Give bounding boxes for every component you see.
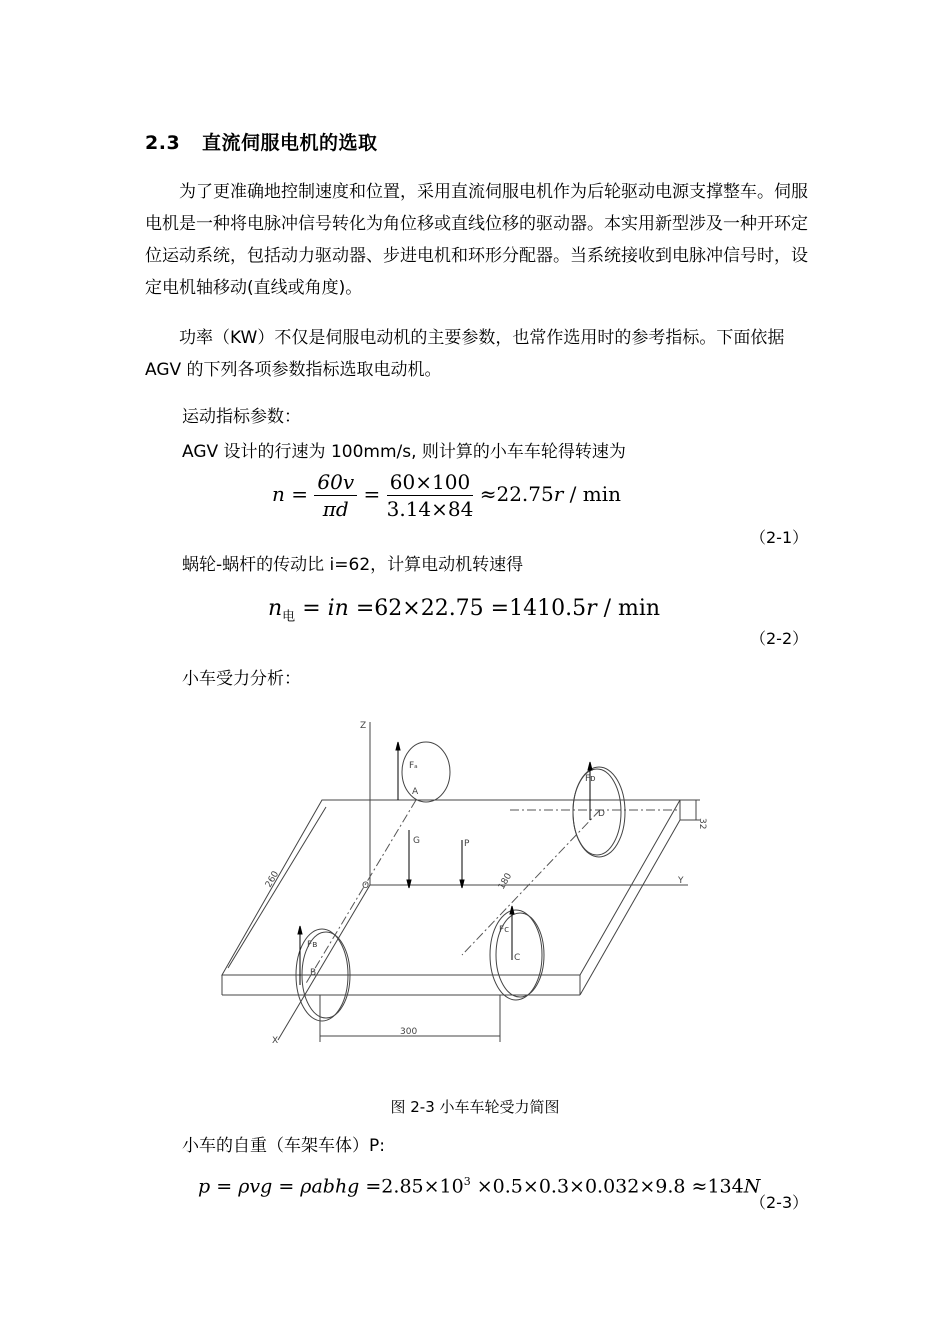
axle-line-ab xyxy=(305,800,416,985)
force-arrow-fd-head xyxy=(588,762,592,770)
eq3-rhs-b: ×0.5×0.3×0.032×9.8 ≈134 xyxy=(470,1175,744,1198)
agv-speed-text: AGV 设计的行速为 100mm/s, 则计算的小车车轮得转速为 xyxy=(182,442,626,462)
section-title: 直流伺服电机的选取 xyxy=(202,132,378,154)
label-d: D xyxy=(598,809,605,819)
worm-gear-text: 蜗轮-蜗杆的传动比 i=62，计算电动机转速得 xyxy=(182,555,524,575)
label-origin: O xyxy=(362,881,370,891)
eq3-superscript: 3 xyxy=(463,1175,471,1188)
wheel-d-inner xyxy=(573,769,621,855)
eq1-lhs: n xyxy=(272,482,285,506)
eq1-unit-var: r xyxy=(553,482,564,506)
force-arrow-fa-head xyxy=(396,742,400,750)
label-fb: Fʙ xyxy=(307,940,318,950)
eq1-frac2-numerator: 60×100 xyxy=(387,470,474,496)
label-x: X xyxy=(272,1036,279,1046)
eq2-mid: in xyxy=(327,596,349,621)
label-a: A xyxy=(412,787,419,797)
label-g: G xyxy=(413,836,420,846)
equation-number-2-3: （2-3） xyxy=(750,1193,809,1212)
equation-number-2-2: （2-2） xyxy=(750,629,809,648)
eq3-rho-abhg: ρabhg xyxy=(300,1175,360,1198)
label-fa: Fₐ xyxy=(409,761,418,771)
plate-top-face xyxy=(222,800,680,975)
equation-number-2-1: （2-1） xyxy=(750,528,809,547)
eq1-frac2-denominator: 3.14×84 xyxy=(386,497,474,521)
label-dim-300: 300 xyxy=(400,1027,418,1037)
eq1-frac1-numerator: 60v xyxy=(314,470,357,496)
label-dim-260: 260 xyxy=(263,869,282,890)
paragraph-power: 功率（KW）不仅是伺服电动机的主要参数，也常作选用时的参考指标。下面依据 AGV 的下列各项参数指标选取电动机。 xyxy=(145,328,785,380)
label-fc: Fᴄ xyxy=(499,925,510,935)
label-b: B xyxy=(310,968,317,978)
figure-caption: 图 2-3 小车车轮受力简图 xyxy=(390,1098,560,1116)
equation-2-1: n = $\frac{60v}{\pi d}$ = $\frac{60\times 100}{3.14\times 84}$ ≈22.75r / min xyxy=(272,470,621,521)
eq3-rho-vg: ρvg xyxy=(238,1175,273,1198)
equation-2-3: p = ρvg = ρabhg $=2.85\times 10^3 \times 0.5\times 0.3\times 0.032\times 9.8 \approx 134N$ xyxy=(198,1175,761,1198)
eq3-p: p xyxy=(198,1175,211,1198)
force-analysis-label: 小车受力分析： xyxy=(182,669,301,689)
axle-line-dc xyxy=(462,810,600,955)
label-y: Y xyxy=(678,876,684,886)
eq3-rhs-a: =2.85×10 xyxy=(365,1175,464,1198)
eq1-unit-rest: / min xyxy=(563,482,621,506)
motion-params-label: 运动指标参数： xyxy=(182,407,301,427)
plate-right-bottom-edge xyxy=(580,820,680,995)
label-z: Z xyxy=(360,721,367,731)
force-arrow-g-head xyxy=(407,880,411,888)
eq2-rhs: =62×22.75 =1410.5 xyxy=(348,596,587,621)
force-arrow-p-head xyxy=(460,880,464,888)
force-arrow-fb-head xyxy=(298,926,302,934)
equation-2-2: $n_电$ = in =62×22.75 =1410.5r / min xyxy=(268,596,661,625)
wheel-a xyxy=(402,742,450,802)
eq2-subscript: 电 xyxy=(282,609,296,625)
section-number: 2.3 xyxy=(145,132,181,154)
label-p: P xyxy=(464,839,470,849)
eq2-unit-rest: / min xyxy=(596,596,661,621)
paragraph-servo-intro: 为了更准确地控制速度和位置，采用直流伺服电机作为后轮驱动电源支撑整车。伺服电机是一种将电脉冲信号转化为角位移或直线位移的驱动器。本实用新型涉及一种开环定位运动系统，包括动力驱动器、步进电机和环形分配器。当系统接收到电脉冲信号时，设定电机轴移动(直线或角度)。 xyxy=(145,182,808,298)
label-dim-180: 180 xyxy=(496,871,515,892)
label-dim-32: 32 xyxy=(697,818,707,830)
x-axis xyxy=(278,885,370,1040)
force-arrow-fc-head xyxy=(510,906,514,914)
label-c: C xyxy=(514,953,521,963)
eq2-lhs: n xyxy=(268,596,283,621)
self-weight-text: 小车的自重（车架车体）P: xyxy=(182,1136,385,1156)
label-fd: Fᴅ xyxy=(585,774,596,784)
eq2-unit-var: r xyxy=(586,596,597,621)
eq1-result: ≈22.75 xyxy=(479,482,554,506)
eq1-frac1-denominator: πd xyxy=(322,497,349,521)
eq3-unit: N xyxy=(743,1175,761,1198)
